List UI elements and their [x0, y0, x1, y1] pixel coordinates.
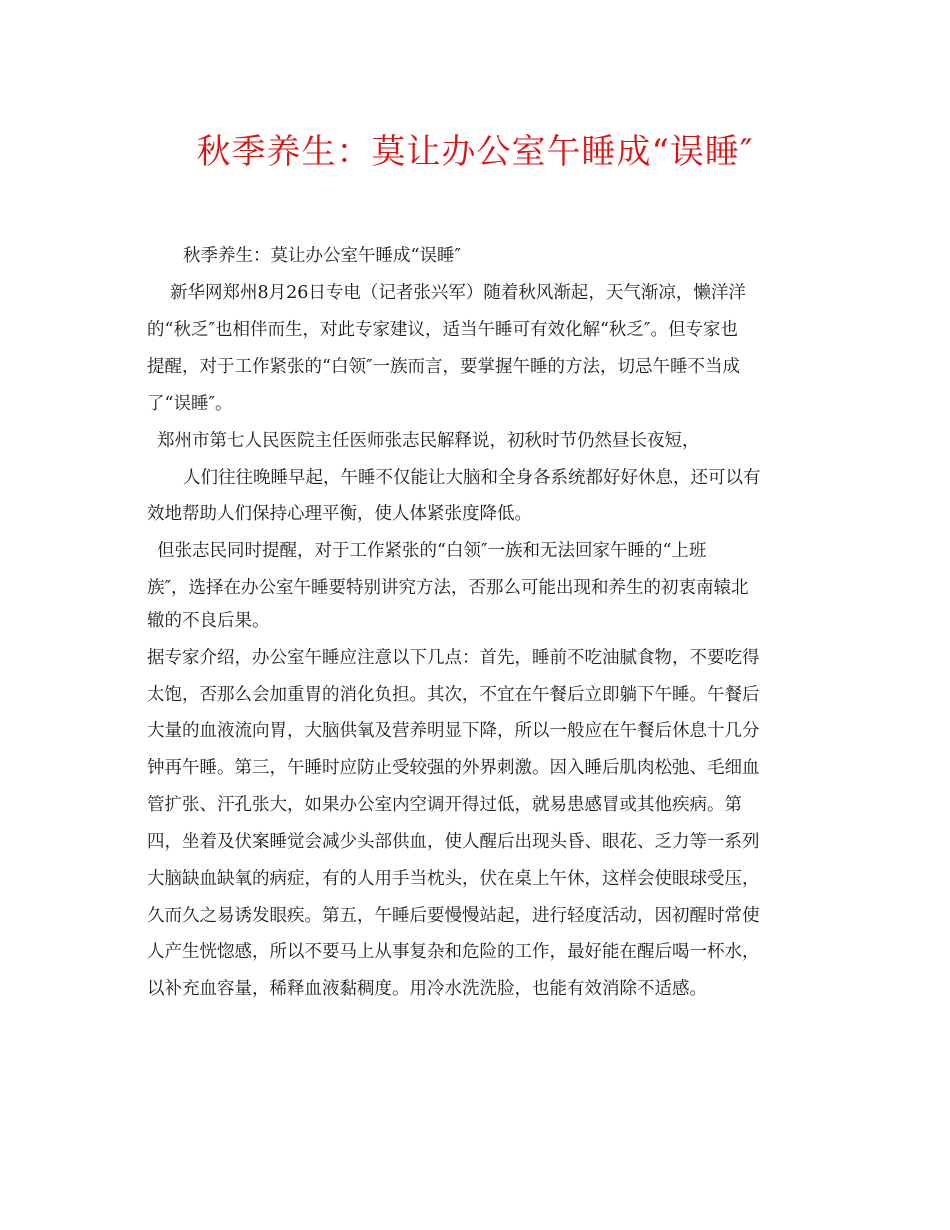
paragraph-line: 人们往往晚睡早起，午睡不仅能让大脑和全身各系统都好好休息，还可以有: [183, 468, 761, 488]
paragraph-line: 效地帮助人们保持心理平衡，使人体紧张度降低。: [147, 504, 532, 524]
paragraph-line: 太饱，否那么会加重胃的消化负担。其次，不宜在午餐后立即躺下午睡。午餐后: [147, 685, 760, 705]
paragraph-line: 秋季养生：莫让办公室午睡成“误睡″: [183, 246, 461, 266]
paragraph-line: 以补充血容量，稀释血液黏稠度。用冷水洗洗脸，也能有效消除不适感。: [147, 979, 707, 999]
paragraph-line: 大量的血液流向胃，大脑供氧及营养明显下降，所以一般应在午餐后休息十几分: [147, 721, 760, 741]
paragraph-line: 钟再午睡。第三，午睡时应防止受较强的外界刺激。因入睡后肌肉松弛、毛细血: [147, 758, 760, 778]
document-title: 秋季养生：莫让办公室午睡成“误睡″: [196, 132, 754, 172]
paragraph-line: 提醒，对于工作紧张的“白领″一族而言，要掌握午睡的方法，切忌午睡不当成: [147, 357, 740, 377]
paragraph-line: 久而久之易诱发眼疾。第五，午睡后要慢慢站起，进行轻度活动，因初醒时常使: [147, 906, 760, 926]
paragraph-line: 新华网郑州8月26日专电（记者张兴军）随着秋风渐起，天气渐凉，懒洋洋: [170, 283, 746, 303]
paragraph-line: 辙的不良后果。: [147, 611, 270, 631]
paragraph-line: 族″，选择在办公室午睡要特别讲究方法，否那么可能出现和养生的初衷南辕北: [147, 578, 749, 598]
paragraph-line: 四，坐着及伏案睡觉会减少头部供血，使人醒后出现头昏、眼花、乏力等一系列: [147, 832, 760, 852]
paragraph-line: 了“误睡″。: [147, 394, 233, 414]
paragraph-line: 的“秋乏″也相伴而生，对此专家建议，适当午睡可有效化解“秋乏″。但专家也: [147, 320, 738, 340]
paragraph-line: 管扩张、汗孔张大，如果办公室内空调开得过低，就易患感冒或其他疾病。第: [147, 795, 742, 815]
paragraph-line: 人产生恍惚感，所以不要马上从事复杂和危险的工作，最好能在醒后喝一杯水，: [147, 942, 760, 962]
paragraph-line: 据专家介绍，办公室午睡应注意以下几点：首先，睡前不吃油腻食物，不要吃得: [147, 648, 760, 668]
paragraph-line: 郑州市第七人民医院主任医师张志民解释说，初秋时节仍然昼长夜短，: [157, 431, 700, 451]
paragraph-line: 但张志民同时提醒，对于工作紧张的“白领″一族和无法回家午睡的“上班: [157, 541, 707, 561]
paragraph-line: 大脑缺血缺氧的病症，有的人用手当枕头，伏在桌上午休，这样会使眼球受压，: [147, 869, 760, 889]
